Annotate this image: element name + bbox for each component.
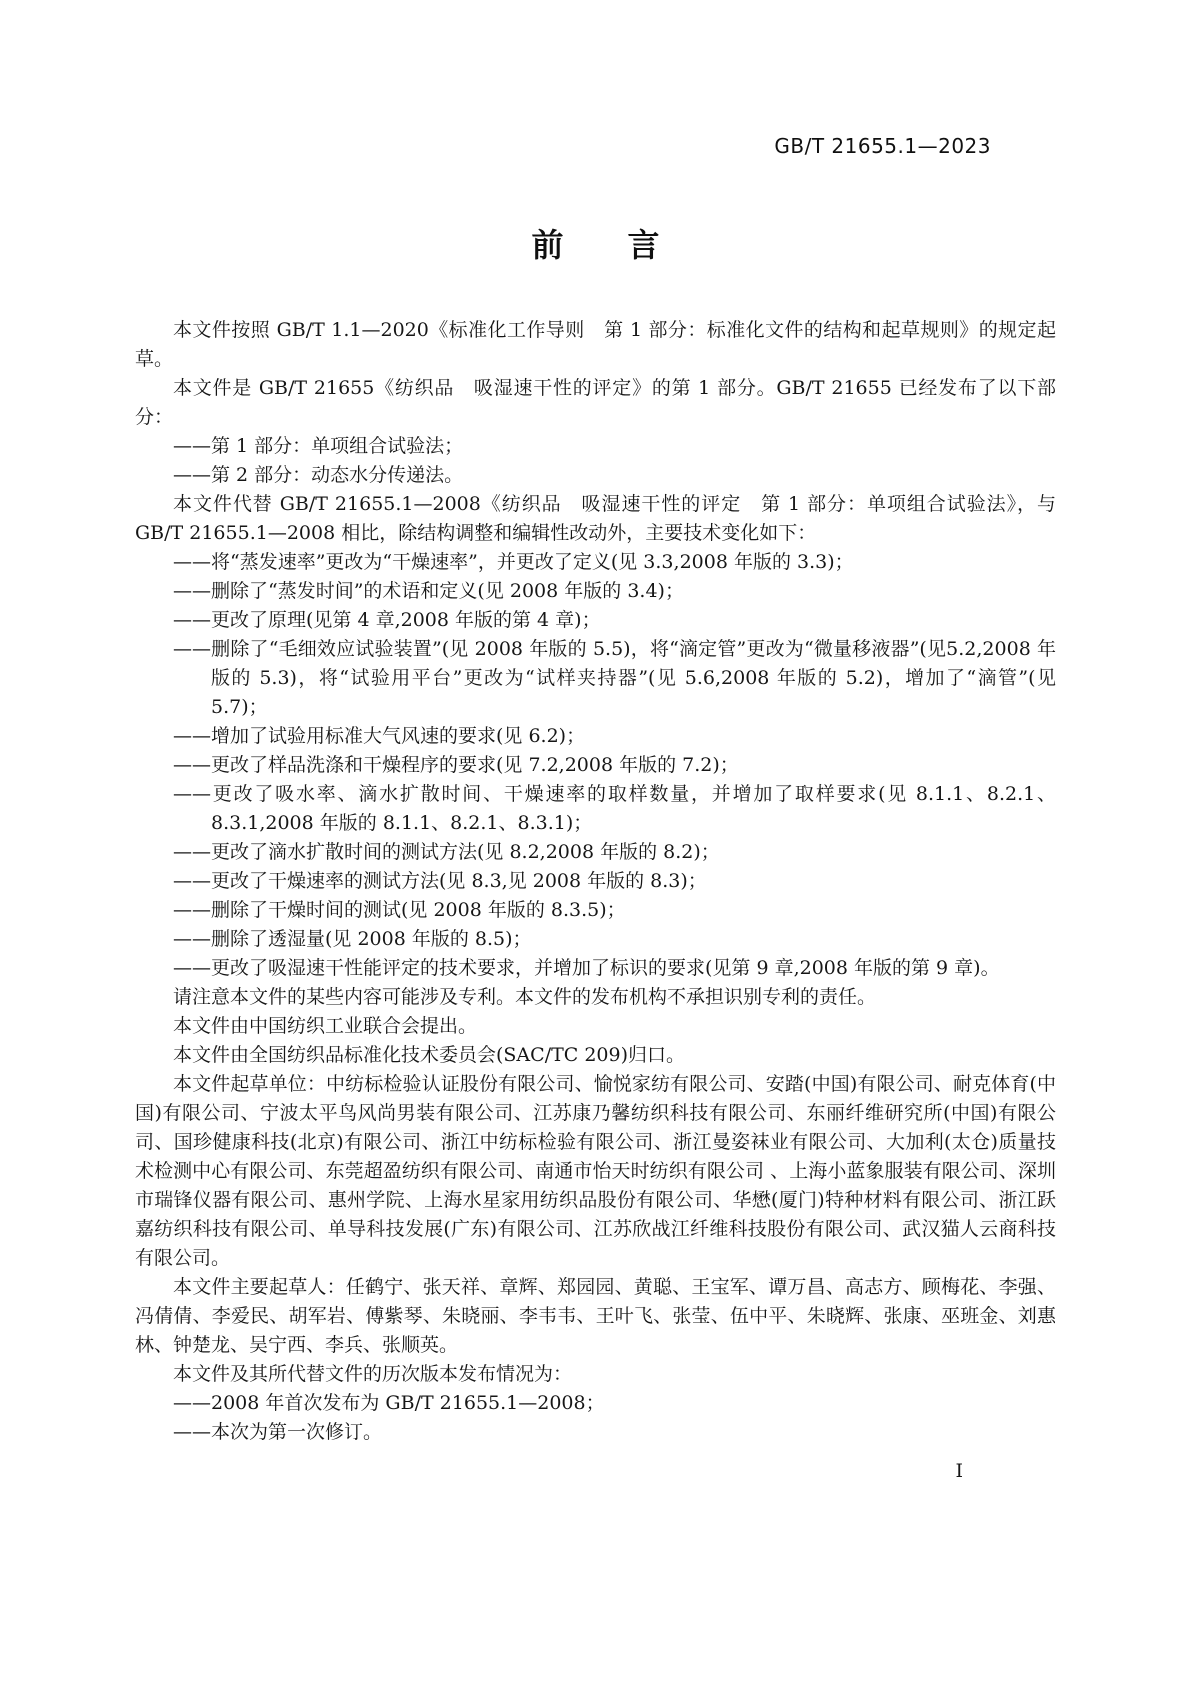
page-number: I <box>955 1460 963 1482</box>
dash-list-item: ——第 1 部分：单项组合试验法； <box>173 435 464 457</box>
dash-list-item: ——删除了“蒸发时间”的术语和定义(见 2008 年版的 3.4)； <box>173 580 684 602</box>
paragraph: 本文件及其所代替文件的历次版本发布情况为： <box>173 1363 573 1385</box>
dash-list-item: ——更改了样品洗涤和干燥程序的要求(见 7.2,2008 年版的 7.2)； <box>173 754 739 776</box>
dash-list-item: ——删除了透湿量(见 2008 年版的 8.5)； <box>173 928 532 950</box>
dash-list-item: ——删除了干燥时间的测试(见 2008 年版的 8.3.5)； <box>173 899 626 921</box>
paragraph: 本文件代替 GB/T 21655.1—2008《纺织品 吸湿速干性的评定 第 1 部分：单项组合试验法》，与 GB/T 21655.1—2008 相比，除结构调整和编辑性改动外，主要技术变化如下： <box>135 493 1056 544</box>
paragraph: 本文件按照 GB/T 1.1—2020《标准化工作导则 第 1 部分：标准化文件的结构和起草规则》的规定起草。 <box>135 319 1056 370</box>
dash-list-item: ——2008 年首次发布为 GB/T 21655.1—2008； <box>173 1392 605 1414</box>
paragraph: 本文件由中国纺织工业联合会提出。 <box>173 1015 478 1037</box>
dash-list-item: ——本次为第一次修订。 <box>173 1421 383 1443</box>
dash-list-item: ——删除了“毛细效应试验装置”(见 2008 年版的 5.5)，将“滴定管”更改为“微量移液器”(见5.2,2008 年版的 5.3)，将“试验用平台”更改为“试样夹持器”(见 5.6,2008 年版的 5.2)，增加了“滴管”(见 5.7)； <box>173 638 1056 718</box>
dash-list-item: ——更改了吸湿速干性能评定的技术要求，并增加了标识的要求(见第 9 章,2008 年版的第 9 章)。 <box>173 957 1000 979</box>
dash-list-item: ——增加了试验用标准大气风速的要求(见 6.2)； <box>173 725 586 747</box>
dash-list-item: ——更改了原理(见第 4 章,2008 年版的第 4 章)； <box>173 609 601 631</box>
document-body <box>135 316 1056 1447</box>
page-title: 前 言 <box>531 226 660 264</box>
paragraph: 本文件由全国纺织品标准化技术委员会(SAC/TC 209)归口。 <box>173 1044 686 1066</box>
paragraph: 本文件是 GB/T 21655《纺织品 吸湿速干性的评定》的第 1 部分。GB/T 21655 已经发布了以下部分： <box>135 377 1056 428</box>
standard-number: GB/T 21655.1—2023 <box>774 134 991 158</box>
dash-list-item: ——更改了干燥速率的测试方法(见 8.3,见 2008 年版的 8.3)； <box>173 870 707 892</box>
dash-list-item: ——第 2 部分：动态水分传递法。 <box>173 464 464 486</box>
dash-list-item: ——更改了滴水扩散时间的测试方法(见 8.2,2008 年版的 8.2)； <box>173 841 720 863</box>
paragraph: 本文件主要起草人：任鹤宁、张天祥、章辉、郑园园、黄聪、王宝军、谭万昌、高志方、顾梅花、李强、冯倩倩、李爱民、胡军岩、傅紫琴、朱晓丽、李韦韦、王叶飞、张莹、伍中平、朱晓辉、张康、巫班金、刘惠林、钟楚龙、吴宁西、李兵、张顺英。 <box>135 1276 1056 1356</box>
paragraph: 请注意本文件的某些内容可能涉及专利。本文件的发布机构不承担识别专利的责任。 <box>173 986 877 1008</box>
dash-list-item: ——将“蒸发速率”更改为“干燥速率”，并更改了定义(见 3.3,2008 年版的 3.3)； <box>173 551 854 573</box>
paragraph: 本文件起草单位：中纺标检验认证股份有限公司、愉悦家纺有限公司、安踏(中国)有限公司、耐克体育(中国)有限公司、宁波太平鸟风尚男装有限公司、江苏康乃馨纺织科技有限公司、东丽纤维研究所(中国)有限公司、国珍健康科技(北京)有限公司、浙江中纺标检验有限公司、浙江曼姿袜业有限公司、大加利(太仓)质量技术检测中心有限公司、东莞超盈纺织有限公司、南通市怡天时纺织有限公司 、上海小蓝象服装有限公司、深圳市瑞锋仪器有限公司、惠州学院、上海水星家用纺织品股份有限公司、华懋(厦门)特种材料有限公司、浙江跃嘉纺织科技有限公司、单导科技发展(广东)有限公司、江苏欣战江纤维科技股份有限公司、武汉猫人云商科技有限公司。 <box>135 1073 1056 1269</box>
dash-list-item: ——更改了吸水率、滴水扩散时间、干燥速率的取样数量，并增加了取样要求(见 8.1.1、8.2.1、8.3.1,2008 年版的 8.1.1、8.2.1、8.3.1)； <box>173 783 1056 834</box>
